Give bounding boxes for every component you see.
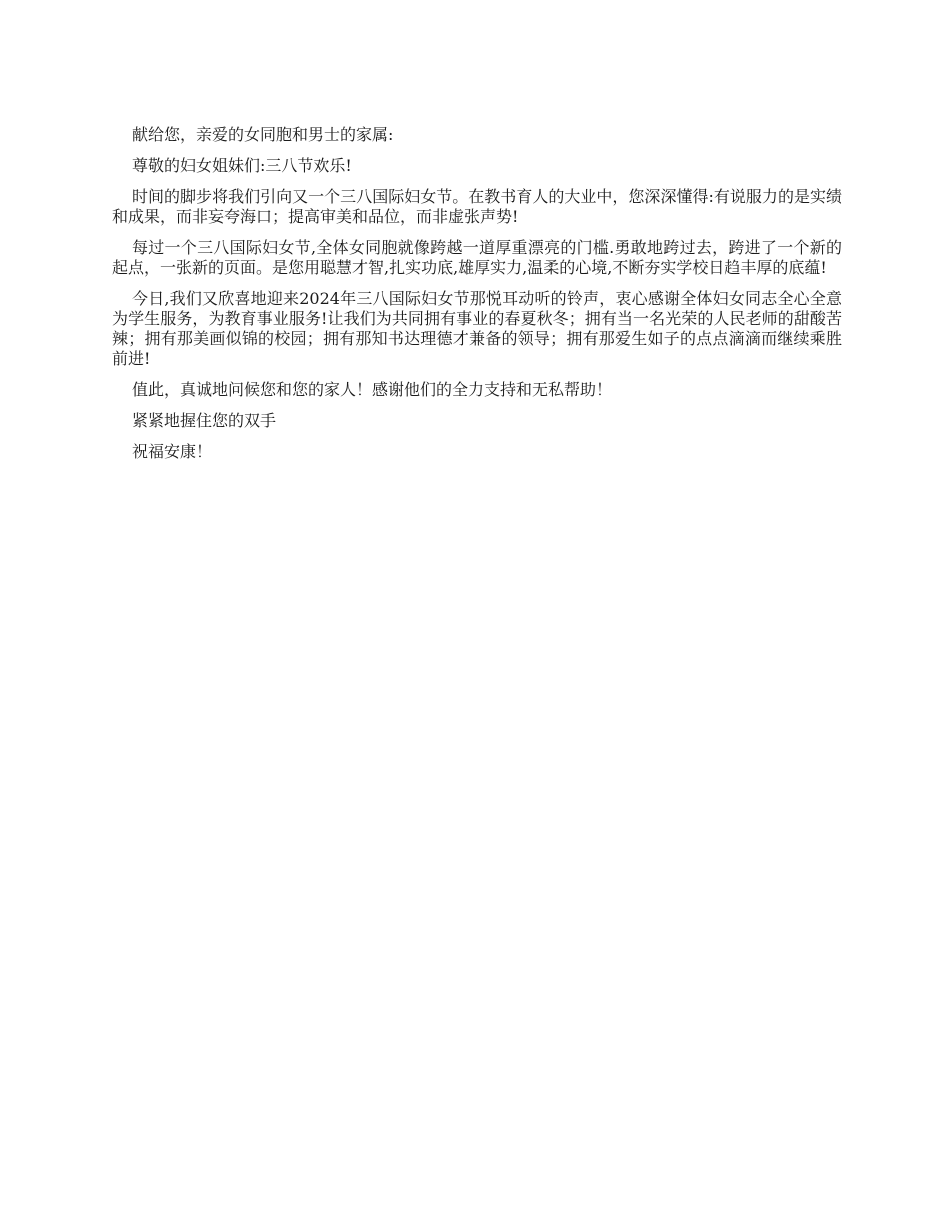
body-paragraph-1: 时间的脚步将我们引向又一个三八国际妇女节。在教书育人的大业中，您深深懂得:有说服力的是实绩和成果，而非妄夸海口；提高审美和品位，而非虚张声势! xyxy=(112,187,842,226)
blessing-line: 祝福安康！ xyxy=(132,442,213,461)
regards-paragraph: 值此，真诚地问候您和您的家人！感谢他们的全力支持和无私帮助！ xyxy=(132,380,613,399)
document-page xyxy=(112,125,842,473)
closing-line: 紧紧地握住您的双手 xyxy=(132,411,277,430)
greeting-line: 尊敬的妇女姐妹们:三八节欢乐! xyxy=(132,156,352,175)
body-paragraph-3: 今日,我们又欣喜地迎来2024年三八国际妇女节那悦耳动听的铃声，衷心感谢全体妇女同志全心全意为学生服务，为教育事业服务!让我们为共同拥有事业的春夏秋冬；拥有当一名光荣的人民老师的甜酸苦辣；拥有那美画似锦的校园；拥有那知书达理德才兼备的领导；拥有那爱生如子的点点滴滴而继续乘胜前进! xyxy=(112,289,842,368)
dedication-line: 献给您，亲爱的女同胞和男士的家属: xyxy=(132,125,394,144)
body-paragraph-2: 每过一个三八国际妇女节,全体女同胞就像跨越一道厚重漂亮的门槛.勇敢地跨过去，跨进了一个新的起点，一张新的页面。是您用聪慧才智,扎实功底,雄厚实力,温柔的心境,不断夯实学校日趋丰厚的底蕴! xyxy=(112,238,842,277)
